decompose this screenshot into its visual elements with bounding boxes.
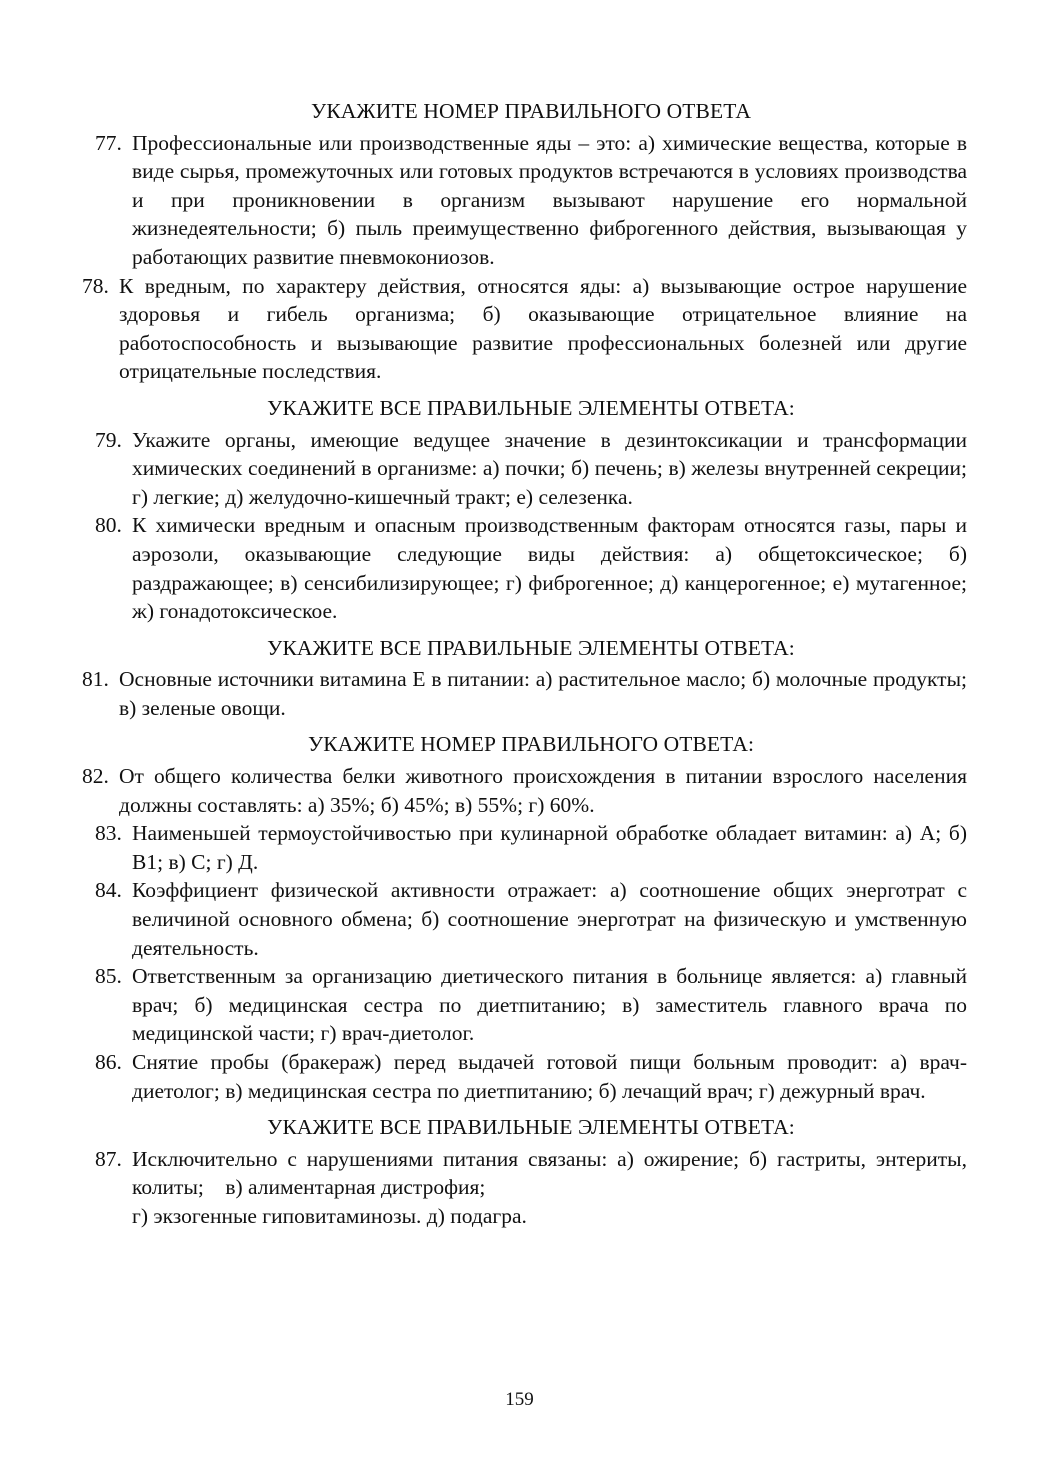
question-text: Укажите органы, имеющие ведущее значение в дезинтоксикации и трансформации химических соединений в организме: а) почки; б) печень; в) железы внутренней секреции; г) легкие; д) желудочно-кишечный тракт; е) селезенка.	[132, 427, 967, 509]
question-number: 82.	[82, 764, 109, 789]
question-number: 77.	[95, 130, 122, 155]
question-number: 84.	[95, 878, 122, 903]
question-text: К вредным, по характеру действия, относятся яды: а) вызывающие острое нарушение здоровья и гибель организма; б) оказывающие отрицательное влияние на работоспособность и вызывающие развитие профессиональных болезней или другие отрицательные последствия.	[119, 273, 967, 384]
question-text: Ответственным за организацию диетического питания в больнице является: а) главный врач; б) медицинская сестра по диетпитанию; в) заместитель главного врача по медицинской части; г) врач-диетолог.	[132, 964, 967, 1046]
page-number: 159	[505, 1389, 534, 1410]
section-heading: УКАЖИТЕ ВСЕ ПРАВИЛЬНЫЕ ЭЛЕМЕНТЫ ОТВЕТА:	[267, 1115, 795, 1140]
question-text-continuation: г) экзогенные гиповитаминозы. д) подагра.	[132, 1203, 527, 1228]
question-82	[82, 762, 967, 819]
question-number: 85.	[95, 964, 122, 989]
question-text: Профессиональные или производственные яды – это: а) химические вещества, которые в виде сырья, промежуточных или готовых продуктов встречаются в условиях производства и при проникновении в организм вызывают нарушение его нормальной жизнедеятельности; б) пыль преимущественно фиброгенного действия, вызывающая у работающих развитие пневмокониозов.	[132, 130, 967, 269]
question-78	[82, 272, 967, 386]
question-text: Исключительно с нарушениями питания связаны: а) ожирение; б) гастриты, энтериты, колиты; в) алиментарная дистрофия;	[132, 1146, 973, 1200]
question-number: 80.	[95, 513, 122, 538]
question-83	[95, 819, 967, 876]
question-86	[95, 1048, 967, 1105]
section-heading: УКАЖИТЕ ВСЕ ПРАВИЛЬНЫЕ ЭЛЕМЕНТЫ ОТВЕТА:	[267, 635, 795, 660]
question-text: Коэффициент физической активности отражает: а) соотношение общих энерготрат с величиной основного обмена; б) соотношение энерготрат на физическую и умственную деятельность.	[132, 878, 967, 960]
question-text: К химически вредным и опасным производственным факторам относятся газы, пары и аэрозоли, оказывающие следующие виды действия: а) общетоксическое; б) раздражающее; в) сенсибилизирующее; г) фиброгенное; д) канцерогенное; е) мутагенное; ж) гонадотоксическое.	[132, 513, 967, 624]
section-heading: УКАЖИТЕ НОМЕР ПРАВИЛЬНОГО ОТВЕТА:	[307, 732, 755, 757]
question-85	[95, 962, 967, 1048]
section-heading: УКАЖИТЕ НОМЕР ПРАВИЛЬНОГО ОТВЕТА	[311, 99, 751, 123]
question-87	[95, 1145, 973, 1231]
question-text: Снятие пробы (бракераж) перед выдачей готовой пищи больным проводит: а) врач-диетолог; в) медицинская сестра по диетпитанию; б) лечащий врач; г) дежурный врач.	[132, 1050, 967, 1103]
question-80	[95, 511, 967, 625]
question-number: 83.	[95, 821, 122, 846]
question-text: От общего количества белки животного происхождения в питании взрослого населения должны составлять: а) 35%; б) 45%; в) 55%; г) 60%.	[119, 764, 967, 817]
question-number: 79.	[95, 427, 122, 452]
question-text: Основные источники витамина Е в питании: а) растительное масло; б) молочные продукты; в) зеленые овощи.	[119, 667, 967, 720]
question-number: 87.	[95, 1146, 122, 1171]
question-number: 81.	[82, 667, 109, 692]
question-81	[82, 665, 967, 722]
question-77	[95, 129, 967, 272]
page-content	[82, 97, 973, 1231]
question-text: Наименьшей термоустойчивостью при кулинарной обработке обладает витамин: а) А; б) В1; в) С; г) Д.	[132, 821, 967, 874]
question-79	[95, 426, 967, 512]
section-heading: УКАЖИТЕ ВСЕ ПРАВИЛЬНЫЕ ЭЛЕМЕНТЫ ОТВЕТА:	[267, 395, 795, 420]
question-84	[95, 876, 967, 962]
question-number: 86.	[95, 1050, 122, 1074]
question-number: 78.	[82, 273, 109, 298]
